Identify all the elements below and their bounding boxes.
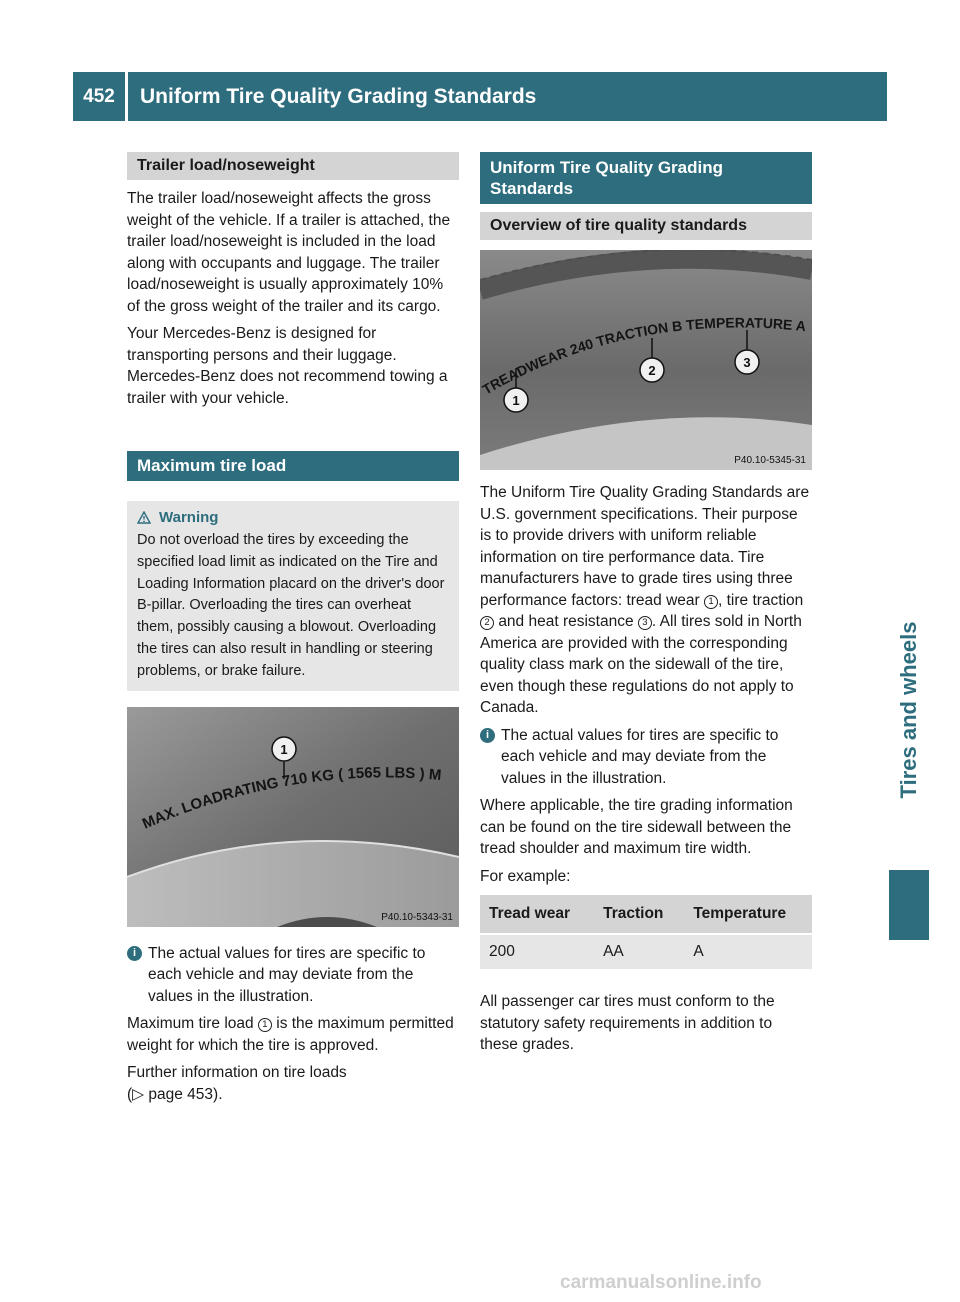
info-icon: i: [127, 946, 142, 961]
right-column: [480, 152, 812, 1062]
callout-ref-1: 1: [704, 595, 718, 609]
grading-callout-3: 3: [743, 355, 751, 370]
page-title: Uniform Tire Quality Grading Standards: [128, 72, 887, 121]
table-row: [480, 934, 812, 969]
max-load-text-a: Maximum tire load: [127, 1015, 254, 1033]
intro-text-c: tire traction: [726, 591, 804, 609]
callout-ref-3: 3: [638, 616, 652, 630]
conformance-paragraph: All passenger car tires must conform to the statutory safety requirements in addition to these grades.: [480, 993, 775, 1053]
further-info-paragraph: [127, 1062, 459, 1105]
trailer-heading: Trailer load/noseweight: [127, 152, 459, 180]
grading-photo-caption: P40.10-5345-31: [734, 455, 806, 466]
overview-heading: Overview of tire quality standards: [480, 212, 812, 240]
table-cell: AA: [594, 934, 684, 969]
utqg-intro-paragraph: [480, 482, 812, 719]
grading-table: [480, 895, 812, 969]
max-tire-load-heading: Maximum tire load: [127, 451, 459, 481]
info-icon: i: [480, 728, 495, 743]
sidewall-marking: MAX. LOADRATING 710 KG ( 1565 LBS ) M: [139, 763, 443, 833]
table-cell: A: [684, 934, 812, 969]
max-load-text-b: is the maximum permitted weight for which the tire is approved.: [127, 1015, 454, 1054]
grading-callout-1: 1: [512, 393, 520, 408]
warning-header: [137, 509, 449, 526]
side-tab-marker: [889, 870, 929, 940]
grading-marking: TREADWEAR 240 TRACTION B TEMPERATURE A: [480, 314, 807, 398]
trailer-paragraph-2: Your Mercedes-Benz is designed for transporting persons and their luggage. Mercedes-Benz does not recommend towing a trailer with your vehicle.: [127, 325, 448, 407]
max-load-paragraph: [127, 1013, 459, 1056]
info-note-text: The actual values for tires are specific to each vehicle and may deviate from the values in the illustration.: [148, 944, 426, 1005]
table-header: Temperature: [684, 895, 812, 934]
callout-ref-2: 2: [480, 616, 494, 630]
info-note: [480, 725, 812, 790]
intro-text-e: . All tires sold in North America are provided with the corresponding quality class mark on the sidewall of the tire, even though these regulations do not apply to Canada.: [480, 613, 802, 716]
photo-callout-1: 1: [280, 741, 288, 757]
side-tab: [889, 560, 929, 860]
intro-text-a: The Uniform Tire Quality Grading Standards are U.S. government specifications. Their purpose is to provide drivers with uniform reliable information on tire performance data. Tire manufacturers have to grade tires using three performance factors: tread wear: [480, 484, 810, 609]
watermark: carmanualsonline.info: [560, 1272, 762, 1293]
left-column: [127, 152, 459, 1111]
callout-ref-1: 1: [258, 1018, 272, 1032]
info-note-text: The actual values for tires are specific to each vehicle and may deviate from the values in the illustration.: [501, 726, 779, 787]
grading-callout-2: 2: [648, 363, 656, 378]
tire-sidewall-image: [127, 707, 459, 927]
further-info-text: Further information on tire loads: [127, 1064, 347, 1082]
page-reference-link[interactable]: (▷ page 453).: [127, 1085, 223, 1103]
intro-text-d: and heat resistance: [498, 613, 634, 630]
photo-caption: P40.10-5343-31: [381, 911, 453, 923]
info-note: [127, 943, 459, 1008]
table-header: Tread wear: [480, 895, 594, 934]
warning-triangle-icon: [137, 511, 151, 524]
tire-load-photo: [127, 707, 459, 927]
trailer-paragraph-1: The trailer load/noseweight affects the gross weight of the vehicle. If a trailer is attached, the trailer load/noseweight is included in the load along with occupants and luggage. The trailer load/noseweight is usually approximately 10% of the gross weight of the trailer and its cargo.: [127, 190, 451, 315]
page-number: 452: [73, 72, 125, 121]
side-tab-label: Tires and wheels: [896, 621, 921, 799]
warning-title: Warning: [159, 509, 219, 526]
where-applicable-paragraph: Where applicable, the tire grading information can be found on the tire sidewall between the tread shoulder and maximum tire width.: [480, 797, 793, 857]
utqg-heading: Uniform Tire Quality Grading Standards: [480, 152, 812, 204]
table-cell: 200: [480, 934, 594, 969]
example-label: For example:: [480, 867, 571, 885]
table-header-row: [480, 895, 812, 934]
tire-grading-photo: [480, 250, 812, 470]
warning-box: [127, 501, 459, 691]
warning-text: Do not overload the tires by exceeding the specified load limit as indicated on the Tire and Loading Information placard on the driver's door B-pillar. Overloading the tires can overheat them, possibly causing a blowout. Overloading the tires can also result in handling or steering problems, or brake failure.: [137, 532, 445, 679]
tire-grading-image: [480, 250, 812, 470]
table-header: Traction: [594, 895, 684, 934]
intro-text-b: ,: [718, 591, 723, 609]
